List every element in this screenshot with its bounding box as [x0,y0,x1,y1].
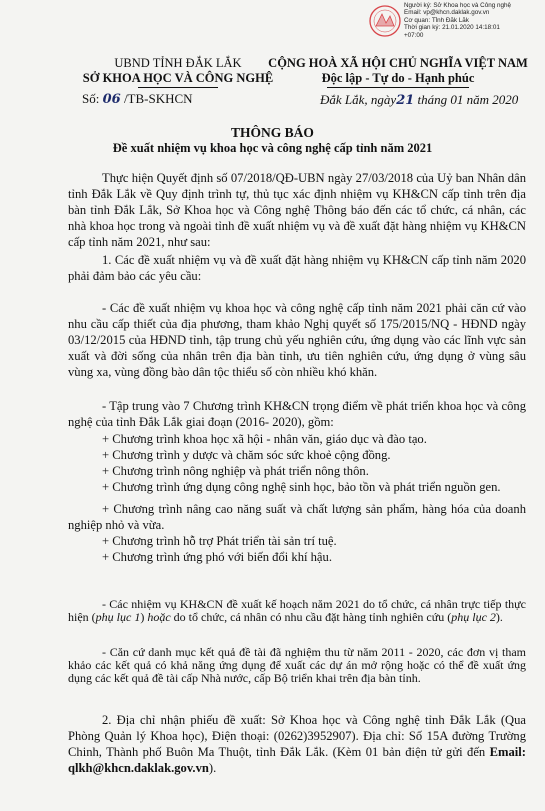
digital-signature-info [404,2,544,39]
number-suffix: /TB-SKHCN [123,91,193,106]
contact-email: Email: qlkh@khcn.daklak.gov.vn [68,745,526,775]
document-subtitle: Đề xuất nhiệm vụ khoa học và công nghệ cấp tỉnh năm 2021 [112,141,433,155]
tasks-paragraph: - Các nhiệm vụ KH&CN đề xuất kế hoạch năm 2021 do tổ chức, cá nhân trực tiếp thực hiện (phụ lục 1) hoặc do tổ chức, cá nhân có nhu cầu đặt hàng tỉnh nghiên cứu (phụ lục 2). [68,597,526,625]
document-date [320,92,518,108]
number-prefix: Số: [82,91,100,106]
nation-name: CỘNG HOÀ XÃ HỘI CHỦ NGHĨA VIỆT NAM [268,56,528,70]
date-suffix: tháng 01 năm 2020 [417,92,519,107]
document-title: THÔNG BÁO [231,125,314,140]
programs-list [68,431,526,565]
agency-header [78,56,278,107]
results-paragraph [68,646,526,686]
section-1 [68,252,526,284]
programs-intro-text: - Tập trung vào 7 Chương trình KH&CN trọng điểm về phát triển khoa học và công nghệ của tỉnh Đắk Lắk giai đoạn (2016- 2020), gồm: [68,399,526,429]
list-item: + Chương trình hỗ trợ Phát triển tài sản trí tuệ. [102,534,337,548]
list-item: + Chương trình ứng dụng công nghệ sinh học, bảo tồn và phát triển nguồn gen. [102,480,501,494]
signature-time: Thời gian ký: 21.01.2020 14:18:01 [404,24,500,32]
section-2: 2. Địa chỉ nhận phiếu đề xuất: Sở Khoa học và Công nghệ tỉnh Đắk Lắk (Qua Phòng Quản lý Khoa học), Điện thoại: (0262)3952907). Địa chỉ: Số 15A đường Trường Chinh, Thành phố Buôn Ma Thuột, tỉnh Đắk Lắk. (Kèm 01 bản điện tử gửi đến Email: qlkh@khcn.daklak.gov.vn). [68,713,526,775]
signature-agency: Cơ quan: Tỉnh Đắk Lắk [404,16,469,24]
section-1-text: 1. Các đề xuất nhiệm vụ và đề xuất đặt hàng nhiệm vụ KH&CN cấp tỉnh năm 2020 phải đảm bảo các yêu cầu: [68,253,526,283]
agency-name: SỞ KHOA HỌC VÀ CÔNG NGHỆ [82,71,274,85]
list-item: + Chương trình nông nghiệp và phát triển nông thôn. [102,464,369,478]
motto-underline [327,87,469,88]
date-handwritten: 21 [396,93,415,108]
list-item: + Chương trình y dược và chăm sóc sức khoẻ cộng đồng. [102,448,391,462]
digital-signature-logo [368,4,402,38]
list-item: + Chương trình nâng cao năng suất và chất lượng sản phẩm, hàng hóa của doanh nghiệp nhỏ và vừa. [68,502,526,532]
list-item: + Chương trình ứng phó với biến đổi khí hậu. [102,550,332,564]
results-text: - Căn cứ danh mục kết quả đề tài đã nghiệm thu từ năm 2011 - 2020, các đơn vị tham khảo các kết quả có khả năng ứng dụng để xuất các dự án mở rộng hoặc có thể đề xuất ứng dụng các kết quả đề tài cấp Nhà nước, cấp Bộ triển khai trên địa bàn tỉnh. [68,645,526,686]
document-number [82,91,193,107]
national-motto: Độc lập - Tự do - Hạnh phúc [321,71,475,85]
requirement-paragraph [68,300,526,380]
agency-underline [138,87,218,88]
list-item: + Chương trình khoa học xã hội - nhân văn, giáo dục và đào tạo. [102,432,427,446]
intro-paragraph [68,170,526,250]
signature-signer: Người ký: Sở Khoa học và Công nghệ [404,2,511,9]
requirement-text: - Các đề xuất nhiệm vụ khoa học và công nghệ cấp tỉnh năm 2021 phải căn cứ vào nhu cầu cấp thiết của địa phương, tham khảo Nghị quyết số 175/2015/NQ - HĐND ngày 03/12/2015 của HĐND tỉnh, tập trung chủ yếu nghiên cứu, ứng dụng vào các lĩnh vực sản xuất và đời sống của nhân trên địa bàn tỉnh, ưu tiên nghiên cứu, ứng dụng ở vùng sâu vùng xa, vùng đồng bào dân tộc thiểu số còn nhiều khó khăn. [68,301,526,379]
signature-email: Email: vp@khcn.daklak.gov.vn [404,9,490,17]
signature-timezone: +07:00 [404,31,424,39]
programs-intro [68,398,526,430]
number-handwritten: 06 [102,92,121,107]
date-prefix: Đắk Lắk, ngày [320,92,397,107]
national-header [268,56,528,108]
agency-parent: UBND TỈNH ĐẮK LẮK [114,56,242,70]
intro-text: Thực hiện Quyết định số 07/2018/QĐ-UBN ngày 27/03/2018 của Uỷ ban Nhân dân tỉnh Đắk Lắk về Quy định trình tự, thủ tục xác định nhiệm vụ KH&CN cấp tỉnh trên địa bàn tỉnh Đắk Lắk, Sở Khoa học và Công nghệ Thông báo đến các tổ chức, cá nhân, các nhà khoa học trong và ngoài tỉnh đề xuất nhiệm vụ và đề xuất đặt hàng nhiệm vụ KH&CN cấp tỉnh năm 2021, như sau: [68,171,526,249]
